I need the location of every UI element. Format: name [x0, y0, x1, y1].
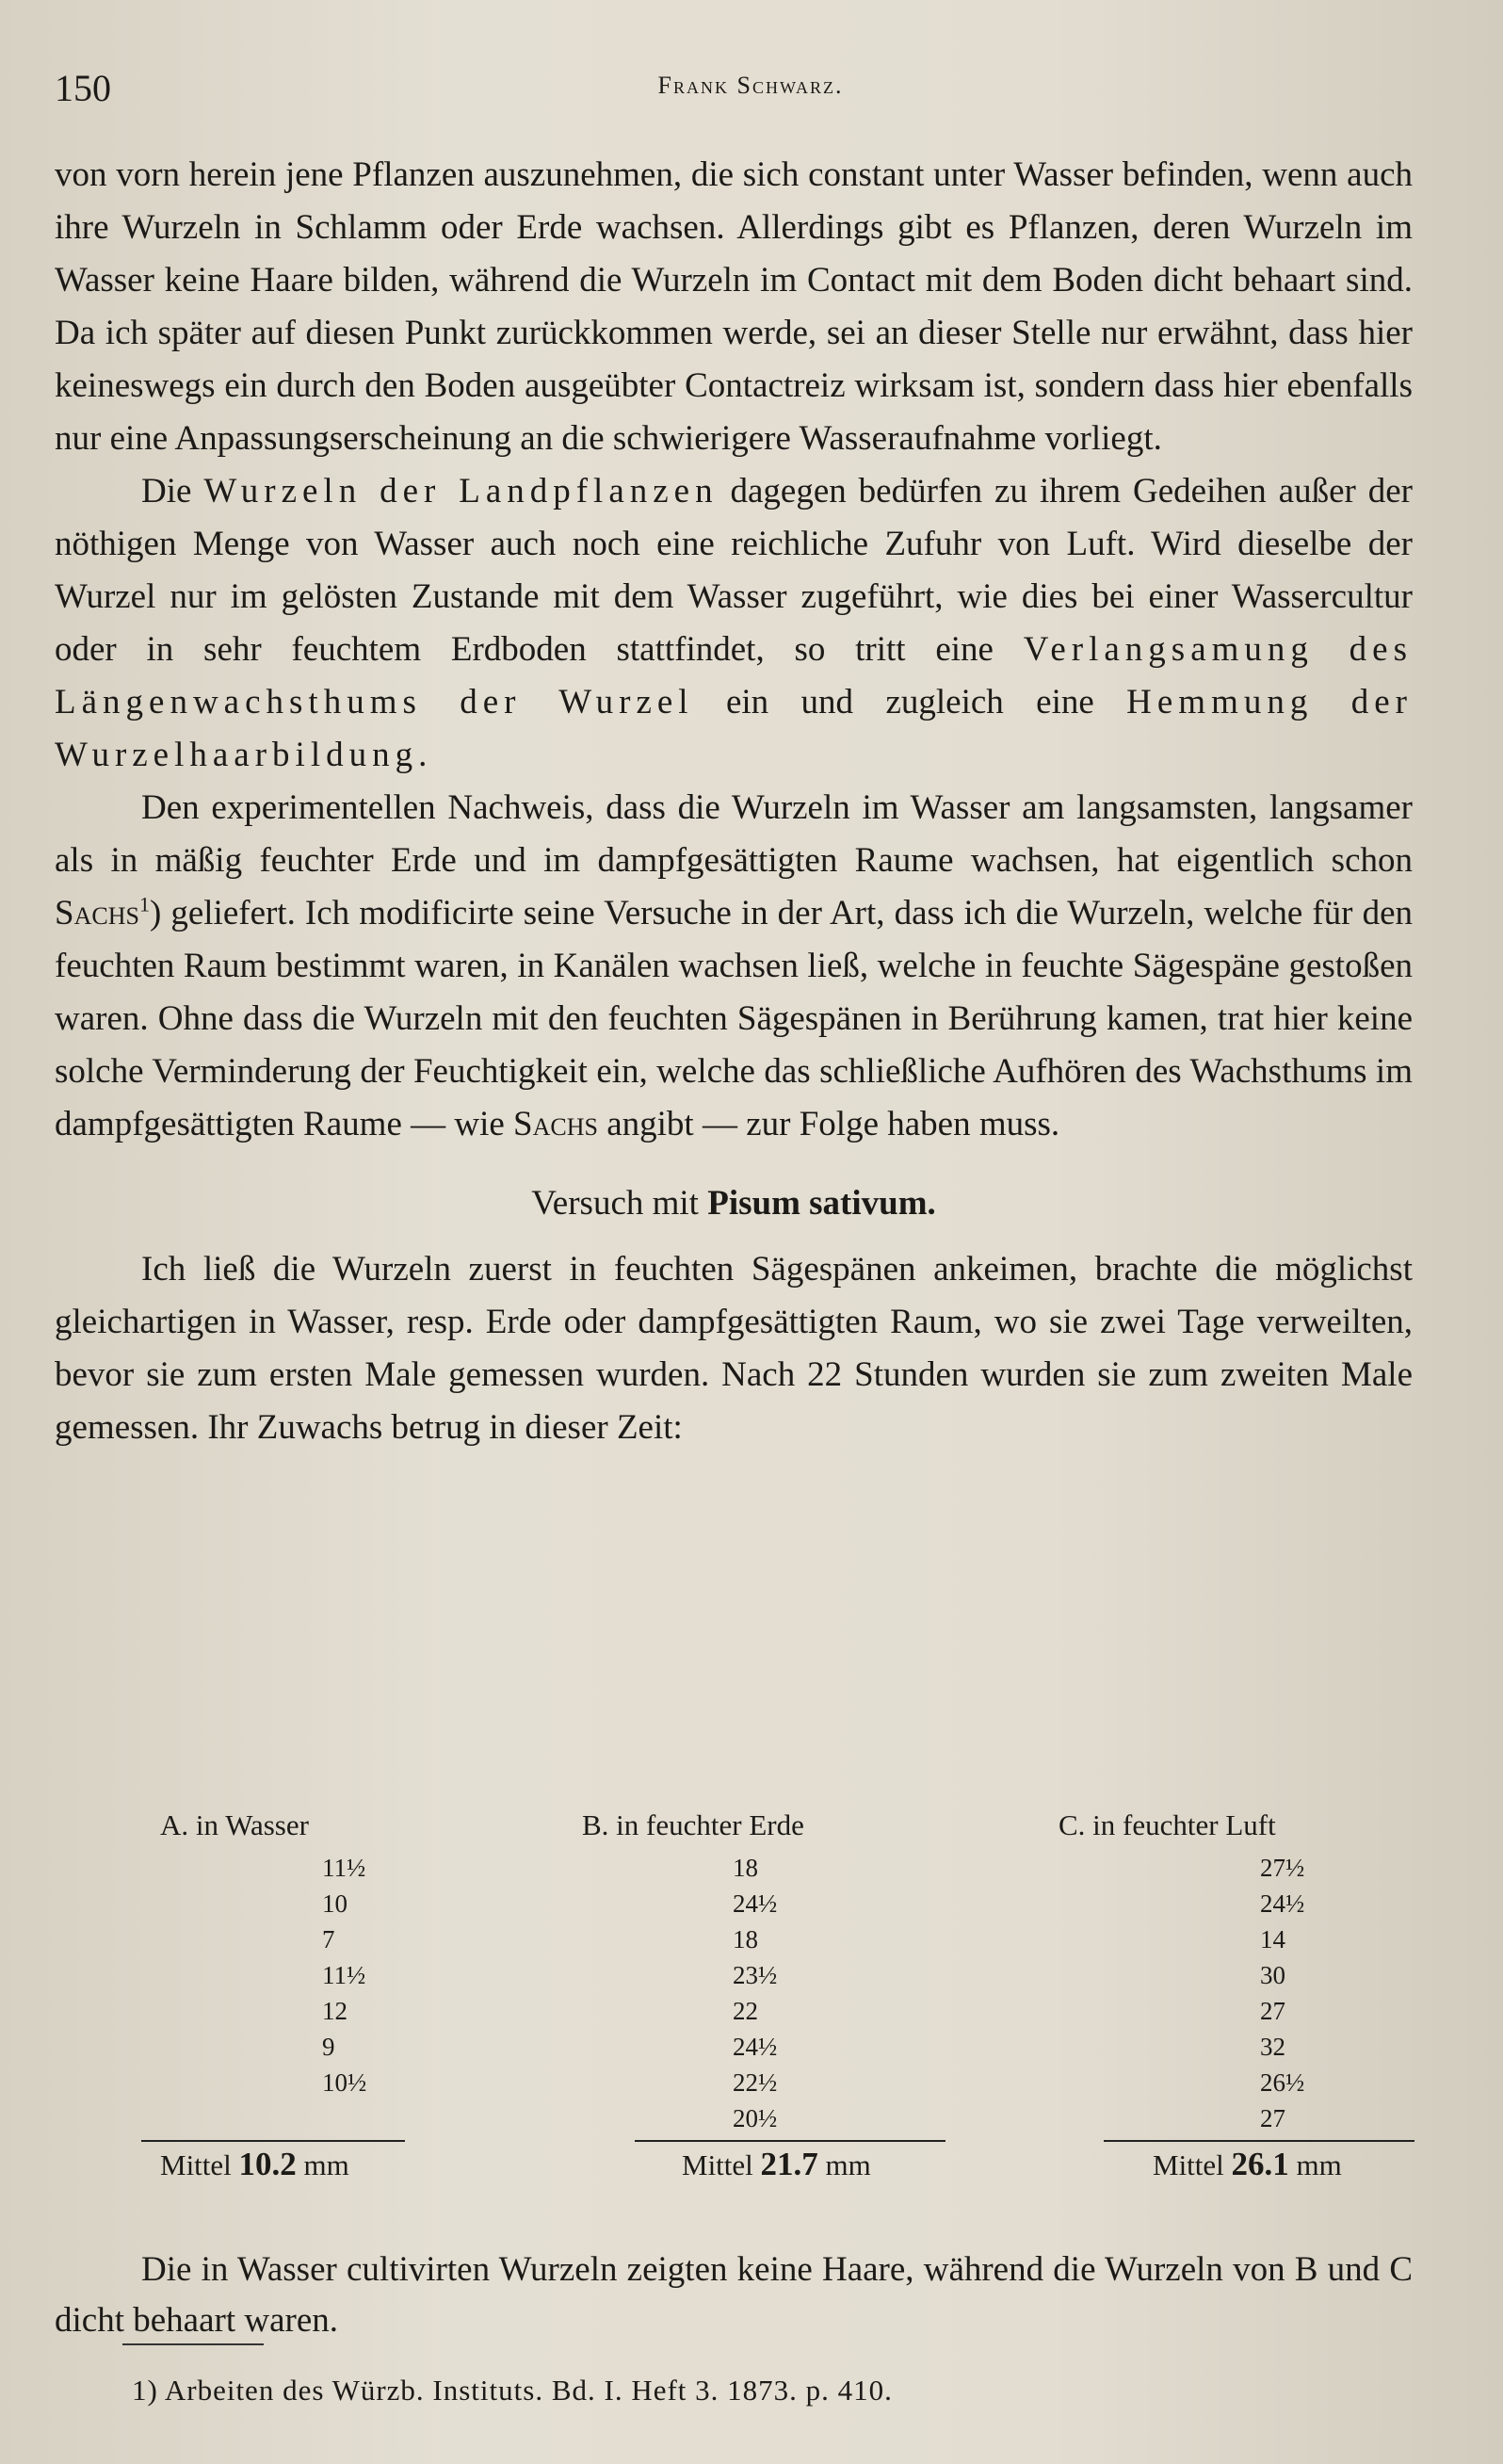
- table-cell: 18: [733, 1854, 758, 1882]
- table-cell: 24½: [733, 1889, 778, 1918]
- main-text: [55, 149, 1413, 1454]
- table-cell: 11½: [322, 1854, 366, 1882]
- column-moist-air: [1059, 1808, 1413, 2183]
- spaced-emphasis: Hemmung der Wurzelhaarbildung: [55, 683, 1413, 774]
- table-cell: 22: [733, 1997, 758, 2025]
- spaced-emphasis: Verlangsamung des Längenwachsthums der Wurzel: [55, 630, 1413, 721]
- paragraph-2: [55, 465, 1413, 782]
- table-cell: [322, 2100, 471, 2136]
- experiment-heading: [55, 1177, 1413, 1230]
- mean-label: Mittel: [682, 2148, 761, 2181]
- sum-rule: [141, 2140, 405, 2142]
- table-cell: 10½: [322, 2068, 367, 2097]
- species-name: Pisum sativum.: [707, 1184, 936, 1223]
- closing-paragraph: Die in Wasser cultivirten Wurzeln zeigten keine Haare, während die Wurzeln von B und C dicht behaart waren.: [55, 2250, 1413, 2340]
- table-cell: 27½: [1260, 1854, 1305, 1882]
- column-header: C. in feuchter Luft: [1059, 1808, 1276, 1841]
- table-cell: 12: [322, 1997, 347, 2025]
- running-title: Frank Schwarz.: [657, 72, 844, 99]
- table-cell: 32: [1260, 2033, 1285, 2061]
- mean-label: Mittel: [160, 2148, 239, 2181]
- mean-number: 26.1: [1231, 2146, 1289, 2182]
- value-list: [160, 1850, 471, 2136]
- table-cell: 9: [322, 2033, 335, 2061]
- page-header: [55, 66, 1446, 122]
- growth-table: [55, 1808, 1413, 2185]
- text-run: .: [418, 736, 428, 774]
- value-list: [1059, 1850, 1413, 2136]
- text-run: ) geliefert. Ich modificirte seine Versuche in der Art, dass ich die Wurzeln, welche für den feuchten Raum bestimmt waren, in Kanälen wachsen ließ, welche in feuchte Sägespäne gestoßen waren. Ohne dass die Wurzeln mit den feuchten Sägespänen in Berührung kamen, trat hier keine solche Verminderung der Feuchtigkeit ein, welche das schließliche Aufhören des Wachsthums im dampfgesättigten Raume — wie: [55, 894, 1413, 1143]
- column-header: B. in feuchter Erde: [582, 1808, 804, 1841]
- heading-text: Versuch mit: [531, 1184, 708, 1223]
- table-cell: 24½: [1260, 1889, 1305, 1918]
- column-water: [160, 1808, 471, 2183]
- mean-unit: mm: [296, 2148, 349, 2181]
- author-name: Sachs: [55, 894, 139, 932]
- mean-unit: mm: [1288, 2148, 1342, 2181]
- footnote-mark: 1: [132, 2374, 148, 2407]
- footnote-text: ) Arbeiten des Würzb. Instituts. Bd. I. Heft 3. 1873. p. 410.: [147, 2374, 893, 2407]
- table-cell: 14: [1260, 1925, 1285, 1953]
- table-cell: 26½: [1260, 2068, 1305, 2097]
- spaced-emphasis: Wurzeln der Landpflanzen: [203, 472, 719, 511]
- mean-value: [582, 2146, 921, 2183]
- paragraph-1: von vorn herein jene Pflanzen auszunehmen, die sich constant unter Wasser befinden, wenn auch ihre Wurzeln in Schlamm oder Erde wachsen. Allerdings gibt es Pflanzen, deren Wurzeln im Wasser keine Haare bilden, während die Wurzeln im Contact mit dem Boden dicht behaart sind. Da ich später auf diesen Punkt zurückkommen werde, sei an dieser Stelle nur erwähnt, dass hier keineswegs ein durch den Boden ausgeübter Contactreiz wirksam ist, sondern dass hier ebenfalls nur eine Anpassungserscheinung an die schwierigere Wasseraufnahme vorliegt.: [55, 155, 1413, 458]
- mean-label: Mittel: [1153, 2148, 1232, 2181]
- author-name: Sachs: [513, 1105, 598, 1143]
- mean-value: [1059, 2146, 1413, 2183]
- table-cell: 20½: [733, 2104, 778, 2132]
- paragraph-4: Ich ließ die Wurzeln zuerst in feuchten Sägespänen ankeimen, brachte die möglichst gleichartigen in Wasser, resp. Erde oder dampfgesättigten Raum, wo sie zwei Tage verweilten, bevor sie zum ersten Male gemessen wurden. Nach 22 Stunden wurden sie zum zweiten Male gemessen. Ihr Zuwachs betrug in dieser Zeit:: [55, 1250, 1413, 1447]
- footnote-reference[interactable]: 1: [138, 892, 150, 916]
- page-number: 150: [55, 67, 111, 109]
- text-run: ein und zugleich eine: [693, 683, 1127, 721]
- table-cell: 24½: [733, 2033, 778, 2061]
- mean-value: [160, 2146, 471, 2183]
- footnote-rule: [122, 2343, 264, 2345]
- text-run: Den experimentellen Nachweis, dass die Wurzeln im Wasser am langsamsten, langsamer als in mäßig feuchter Erde und im dampfgesättigten Raume wachsen, hat eigentlich schon: [55, 788, 1413, 880]
- text-run: Die: [141, 472, 204, 511]
- table-cell: 7: [322, 1925, 335, 1953]
- table-cell: 23½: [733, 1961, 778, 1989]
- column-header: A. in Wasser: [160, 1808, 309, 1841]
- table-cell: 10: [322, 1889, 347, 1918]
- sum-rule: [635, 2140, 945, 2142]
- mean-unit: mm: [817, 2148, 871, 2181]
- table-cell: 30: [1260, 1961, 1285, 1989]
- mean-number: 21.7: [760, 2146, 818, 2182]
- table-cell: 27: [1260, 2104, 1285, 2132]
- column-moist-soil: [582, 1808, 921, 2183]
- mean-number: 10.2: [238, 2146, 297, 2182]
- table-cell: 27: [1260, 1997, 1285, 2025]
- table-cell: 22½: [733, 2068, 778, 2097]
- paragraph-3: [55, 782, 1413, 1151]
- table-cell: 11½: [322, 1961, 366, 1989]
- table-cell: 18: [733, 1925, 758, 1953]
- value-list: [582, 1850, 921, 2136]
- footnote: [132, 2374, 893, 2407]
- text-run: angibt — zur Folge haben muss.: [597, 1105, 1060, 1143]
- sum-rule: [1104, 2140, 1414, 2142]
- text-run: dagegen bedürfen zu ihrem Gedeihen außer der nöthigen Menge von Wasser auch noch eine reichliche Zufuhr von Luft. Wird dieselbe der Wurzel nur im gelösten Zustande mit dem Wasser zugeführt, wie dies bei einer Wassercultur oder in sehr feuchtem Erdboden stattfindet, so tritt eine: [55, 472, 1413, 669]
